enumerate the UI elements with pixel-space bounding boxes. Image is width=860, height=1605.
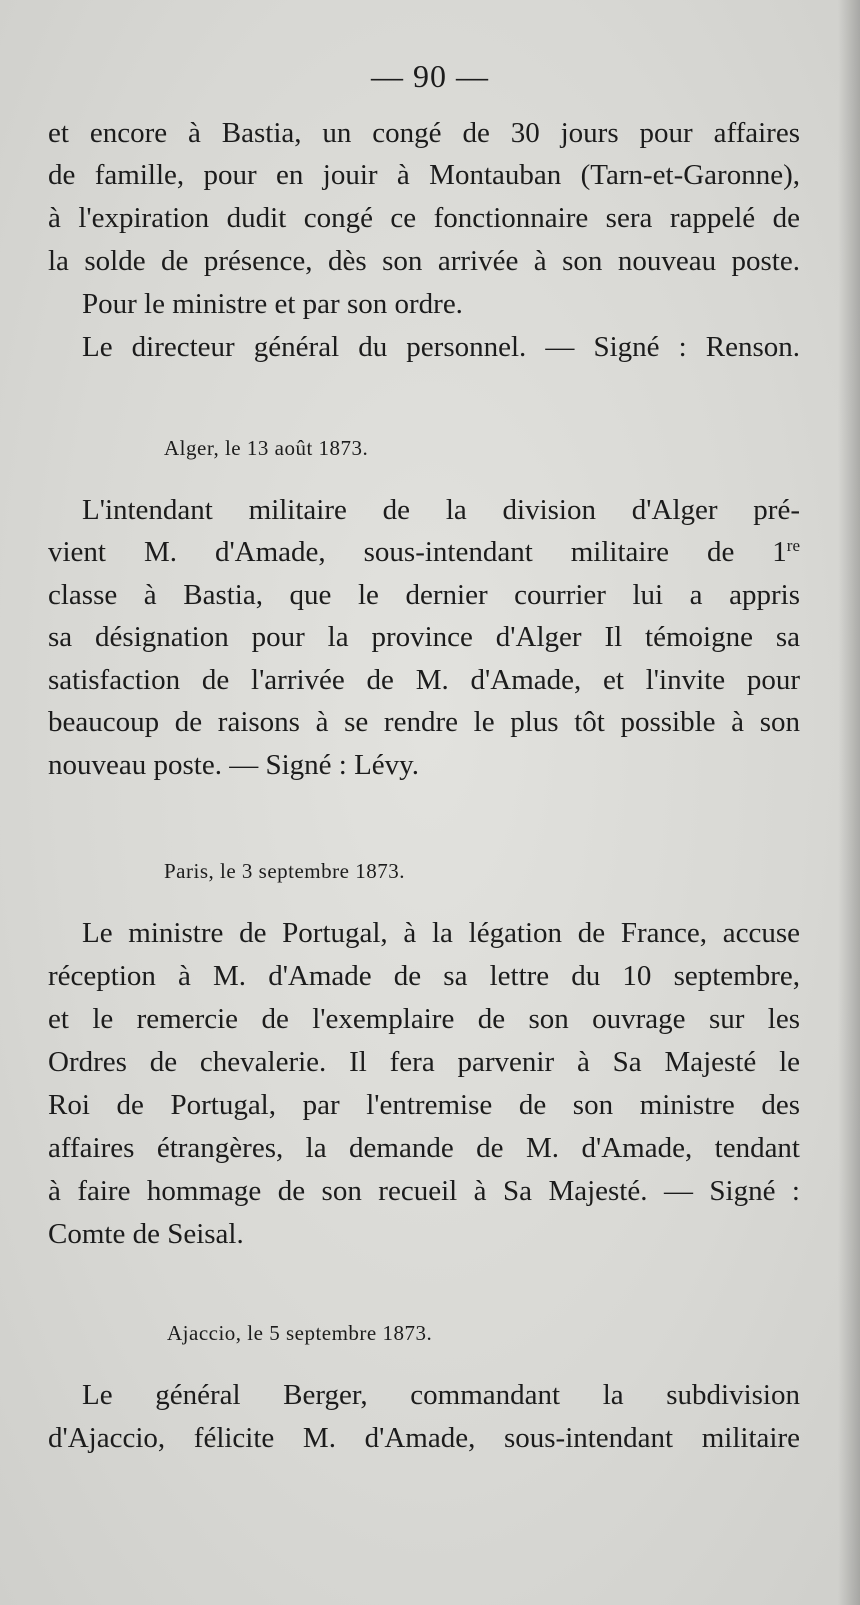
text-line: réception à M. d'Amade de sa lettre du 10 septembre, [48,960,800,992]
text-line: Le ministre de Portugal, à la légation de France, accuse [82,917,800,949]
text-line: classe à Bastia, que le dernier courrier lui a appris [48,579,800,611]
text-line-content: vient M. d'Amade, sous-intendant militaire de 1 [48,536,787,568]
text-line: sa désignation pour la province d'Alger Il témoigne sa [48,621,800,653]
page-number: — 90 — [371,58,489,94]
text-line: d'Ajaccio, félicite M. d'Amade, sous-intendant militaire [48,1422,800,1454]
text-line: Roi de Portugal, par l'entremise de son ministre des [48,1089,800,1121]
ordinal-superscript: re [786,536,800,555]
text-line: et le remercie de l'exemplaire de son ouvrage sur les [48,1003,800,1035]
text-line: Pour le ministre et par son ordre. [82,288,463,320]
dateline: Alger, le 13 août 1873. [164,436,369,460]
dateline: Ajaccio, le 5 septembre 1873. [167,1321,433,1345]
text-line: beaucoup de raisons à se rendre le plus tôt possible à son [48,706,800,738]
text-line: Ordres de chevalerie. Il fera parvenir à Sa Majesté le [48,1046,800,1078]
text-line: Le directeur général du personnel. — Signé : Renson. [82,331,800,363]
page-edge-shadow [838,0,860,1605]
text-line: satisfaction de l'arrivée de M. d'Amade, et l'invite pour [48,664,800,696]
text-line: affaires étrangères, la demande de M. d'Amade, tendant [48,1132,800,1164]
text-line: Comte de Seisal. [48,1218,244,1250]
text-line: de famille, pour en jouir à Montauban (Tarn-et-Garonne), [48,159,800,191]
text-line: à faire hommage de son recueil à Sa Majesté. — Signé : [48,1175,800,1207]
text-line: nouveau poste. — Signé : Lévy. [48,749,420,781]
text-line: à l'expiration dudit congé ce fonctionnaire sera rappelé de [48,202,800,234]
text-line: L'intendant militaire de la division d'Alger pré- [82,494,800,526]
text-line [48,532,800,572]
dateline: Paris, le 3 septembre 1873. [164,859,405,883]
text-line: Le général Berger, commandant la subdivision [82,1379,800,1411]
text-line: et encore à Bastia, un congé de 30 jours pour affaires [48,117,800,149]
text-line: la solde de présence, dès son arrivée à son nouveau poste. [48,245,800,277]
